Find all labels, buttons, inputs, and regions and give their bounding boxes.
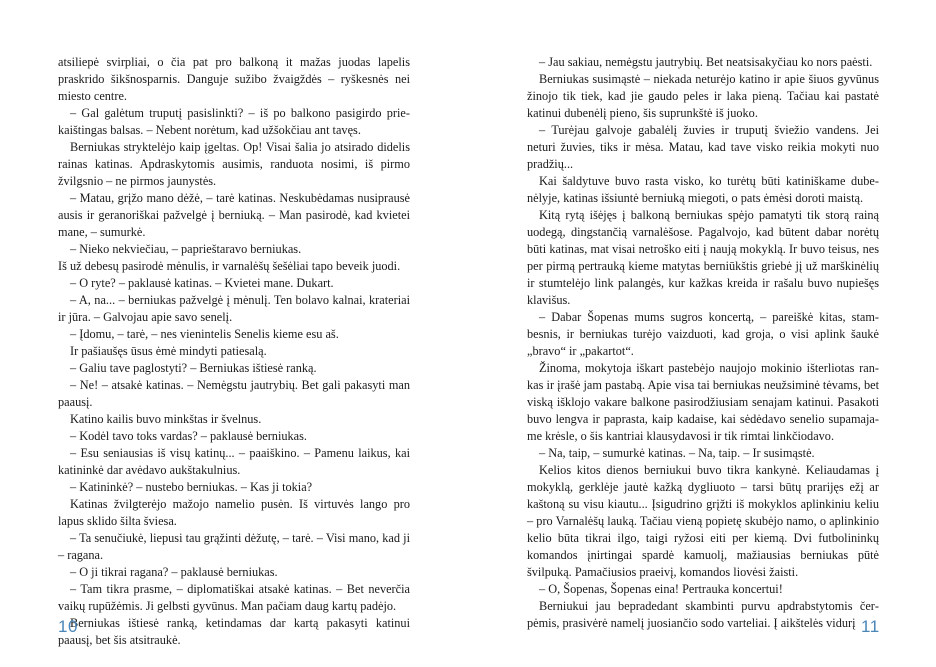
paragraph: Berniukas ištiesė ranką, ketindamas dar kartą pakasyti katinui paausį, bet šis atsitraukė. bbox=[58, 616, 410, 647]
paragraph: – Turėjau galvoje gabalėlį žuvies ir truputį šviežio vandens. Jei neturi žuvies, tiks ir mėsa. Matau, kad tave visko reikia mokyti nuo pradžių... bbox=[527, 123, 879, 171]
paragraph: – Matau, grįžo mano dėžė, – tarė katinas. Neskubėdamas nusiprausė ausis ir geranoriškai pažvelgė į berniuką. – Man pasirodė, kad kvietei mane, – sumurkė. bbox=[58, 191, 410, 239]
left-page bbox=[58, 54, 410, 649]
paragraph: – O ji tikrai ragana? – paklausė berniukas. bbox=[70, 565, 278, 579]
paragraph: Berniukui jau bepradedant skambinti purvu apdrabstytomis čerpėmis, prasivėrė namelį juosiančio sodo varteliai. Į aikštelės vidurį bbox=[527, 599, 879, 630]
paragraph: – Ne! – atsakė katinas. – Nemėgstu jautrybių. Bet gali pakasyti man paausį. bbox=[58, 378, 410, 409]
paragraph: Ir pašiaušęs ūsus ėmė mindyti patiesalą. bbox=[70, 344, 267, 358]
paragraph: – Gal galėtum truputį pasislinkti? – iš po balkono pasigirdo priekaištingas balsas. – Nebent norėtum, kad užšokčiau ant tavęs. bbox=[58, 106, 410, 137]
paragraph: – Nieko nekviečiau, – paprieštaravo berniukas. bbox=[70, 242, 302, 256]
paragraph: – Katininkė? – nustebo berniukas. – Kas ji tokia? bbox=[70, 480, 313, 494]
paragraph: – O ryte? – paklausė katinas. – Kvietei mane. Dukart. bbox=[70, 276, 334, 290]
right-page bbox=[527, 54, 879, 632]
paragraph: – A, na... – berniukas pažvelgė į mėnulį. Ten bolavo kalnai, krateriai ir jūra. – Galvojau apie savo senelį. bbox=[58, 293, 410, 324]
paragraph: Berniukas stryktelėjo kaip įgeltas. Op! Visai šalia jo atsirado didelis rainas katinas. Apdraskytomis ausimis, randuota nosimi, iš pirmo žvilgsnio – ne pirmos jaunystės. bbox=[58, 140, 410, 188]
paragraph: Katino kailis buvo minkštas ir švelnus. bbox=[70, 412, 262, 426]
paragraph: – Ta senučiukė, liepusi tau grąžinti dėžutę, – tarė. – Visi mano, kad ji – ragana. bbox=[58, 531, 410, 562]
page-number: 11 bbox=[861, 617, 880, 636]
paragraph: – Įdomu, – tarė, – nes vienintelis Senelis kieme esu aš. bbox=[70, 327, 339, 341]
paragraph: atsiliepė svirpliai, o čia pat pro balkoną it mažas juodas lapelis praskrido šikšnosparnis. Danguje sužibo žvaigždės – ryškesnės nei miesto centre. bbox=[58, 55, 410, 103]
paragraph: – Tam tikra prasme, – diplomatiškai atsakė katinas. – Bet neverčia vaikų rupūžėmis. Ji gelbsti gyvūnus. Man pačiam daug kartų padėjo. bbox=[58, 582, 410, 613]
paragraph: – Jau sakiau, nemėgstu jautrybių. Bet neatsisakyčiau ko nors paėsti. bbox=[539, 55, 873, 69]
paragraph: – Na, taip, – sumurkė katinas. – Na, taip. – Ir susimąstė. bbox=[539, 446, 815, 460]
paragraph: Kai šaldytuve buvo rasta visko, ko turėtų būti katiniškame dubenėlyje, katinas išsiuntė berniuką miegoti, o pats ėmėsi doroti maistą. bbox=[527, 174, 879, 205]
paragraph: – Galiu tave paglostyti? – Berniukas ištiesė ranką. bbox=[70, 361, 317, 375]
paragraph: – Dabar Šopenas mums sugros koncertą, – pareiškė kitas, stambesnis, ir berniukas turėjo vaizduoti, kad groja, o visi aplink šaukė „bravo“ ir „pakartot“. bbox=[527, 310, 879, 358]
page-number: 10 bbox=[58, 617, 78, 636]
paragraph: Kelios kitos dienos berniukui buvo tikra kankynė. Keliaudamas į mokyklą, gerklėje jautė kažką dygliuoto – tarsi būtų prarijęs ežį ar kaštoną su visu kiautu... Įsigudrino grįžti iš mokyklos aplinkiniu keliu – pro Varnalėšų lauką. Tačiau vieną popietę skubėjo namo, o aplinkinio kelio būta tikrai ilgo, taigi ryžosi eiti per kiemą. Dvi futbolininkų komandos įnirtingai spardė kamuolį, mažiausias berniukas pūtė švilpuką. Pamačiusios praeivį, komandos liovėsi žaisti. bbox=[527, 463, 879, 579]
paragraph: Iš už debesų pasirodė mėnulis, ir varnalėšų šešėliai tapo beveik juodi. bbox=[58, 259, 401, 273]
paragraph: Berniukas susimąstė – niekada neturėjo katino ir apie šiuos gyvūnus žinojo tik tiek, kad jie gaudo peles ir laka pieną. Tačiau kai pastatė katinui dubenėlį pieno, šis suprunkštė iš juoko. bbox=[527, 72, 879, 120]
paragraph: Kitą rytą išėjęs į balkoną berniukas spėjo pamatyti tik storą rainą uodegą, dingstančią varnalėšose. Pagalvojo, kad būtent dabar norėtų būti katinas, mat visai netroško eiti į naują mokyklą. Ir buvo teisus, nes per pirmą pertrauką kieme matytas berniūkštis griebė jį už marškinėlių ir stumtelėjo link palangės, kur kažkas kreida ir rašalu buvo nupiešęs klavišus. bbox=[527, 208, 879, 307]
paragraph: – Esu seniausias iš visų katinų... – paaiškino. – Pamenu laikus, kai katininkė dar avėdavo aukštakulnius. bbox=[58, 446, 410, 477]
paragraph: Žinoma, mokytoja iškart pastebėjo naujojo mokinio išterliotas rankas ir įrašė jam pastabą. Apie visa tai berniukas neužsiminė tėvams, bet viską išklojo vakare balkone pasirodžiusiam senajam katinui. Pasakoti buvo lengva ir paprasta, kaip kadaise, kai sėdėdavo senelio supamajame krėsle, o šis kantriai klausydavosi ir tik rimtai linkčiodavo. bbox=[527, 361, 879, 443]
paragraph: – Kodėl tavo toks vardas? – paklausė berniukas. bbox=[70, 429, 307, 443]
paragraph: – O, Šopenas, Šopenas eina! Pertrauka koncertui! bbox=[539, 582, 783, 596]
paragraph: Katinas žvilgterėjo mažojo namelio pusėn. Iš virtuvės lango pro lapus sklido šilta šviesa. bbox=[58, 497, 410, 528]
